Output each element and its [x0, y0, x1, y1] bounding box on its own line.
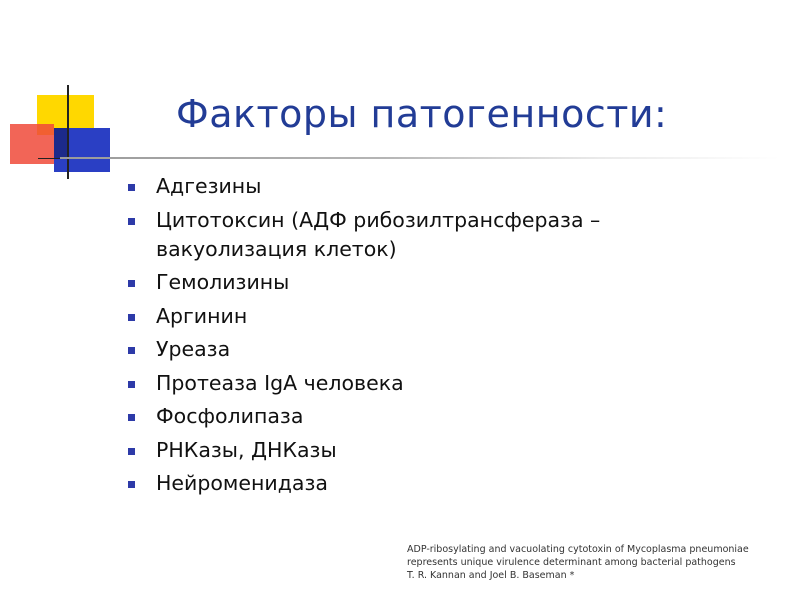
- square-bullet-icon: [128, 381, 135, 388]
- reference-line: ADP-ribosylating and vacuolating cytotoxin of Mycoplasma pneumoniae: [407, 544, 749, 555]
- square-bullet-icon: [128, 218, 135, 225]
- list-item: [128, 206, 688, 264]
- square-bullet-icon: [128, 314, 135, 321]
- square-bullet-icon: [128, 448, 135, 455]
- title-underline: [60, 157, 780, 159]
- decorative-squares-logo: [0, 0, 130, 190]
- square-bullet-icon: [128, 414, 135, 421]
- list-item: [128, 469, 688, 498]
- list-item: [128, 436, 688, 465]
- list-item: [128, 369, 688, 398]
- list-item: [128, 302, 688, 331]
- list-item-text: Аргинин: [156, 303, 248, 328]
- square-bullet-icon: [128, 481, 135, 488]
- list-item-text: Протеаза IgA человека: [156, 370, 404, 395]
- bullet-list: [128, 172, 688, 503]
- list-item-text: Нейроменидаза: [156, 471, 328, 495]
- source-reference: [407, 543, 787, 582]
- list-item-text: Фосфолипаза: [156, 404, 304, 428]
- reference-line: T. R. Kannan and Joel B. Baseman *: [407, 570, 575, 581]
- list-item: [128, 335, 688, 364]
- list-item-text: Уреаза: [156, 337, 231, 361]
- square-bullet-icon: [128, 280, 135, 287]
- list-item-text: РНКазы, ДНКазы: [156, 437, 337, 462]
- list-item: [128, 402, 688, 431]
- logo-vertical-line: [67, 85, 69, 179]
- list-item: [128, 268, 688, 297]
- list-item-text: Цитотоксин (АДФ рибозилтрансфераза – вакуолизация клеток): [156, 207, 601, 261]
- list-item: [128, 172, 688, 201]
- list-item-text: Адгезины: [156, 174, 262, 198]
- slide-title: Факторы патогенности:: [176, 92, 668, 136]
- reference-line: represents unique virulence determinant among bacterial pathogens: [407, 557, 736, 568]
- list-item-text: Гемолизины: [156, 270, 290, 294]
- blue-square-shade: [54, 128, 67, 158]
- square-bullet-icon: [128, 184, 135, 191]
- square-bullet-icon: [128, 347, 135, 354]
